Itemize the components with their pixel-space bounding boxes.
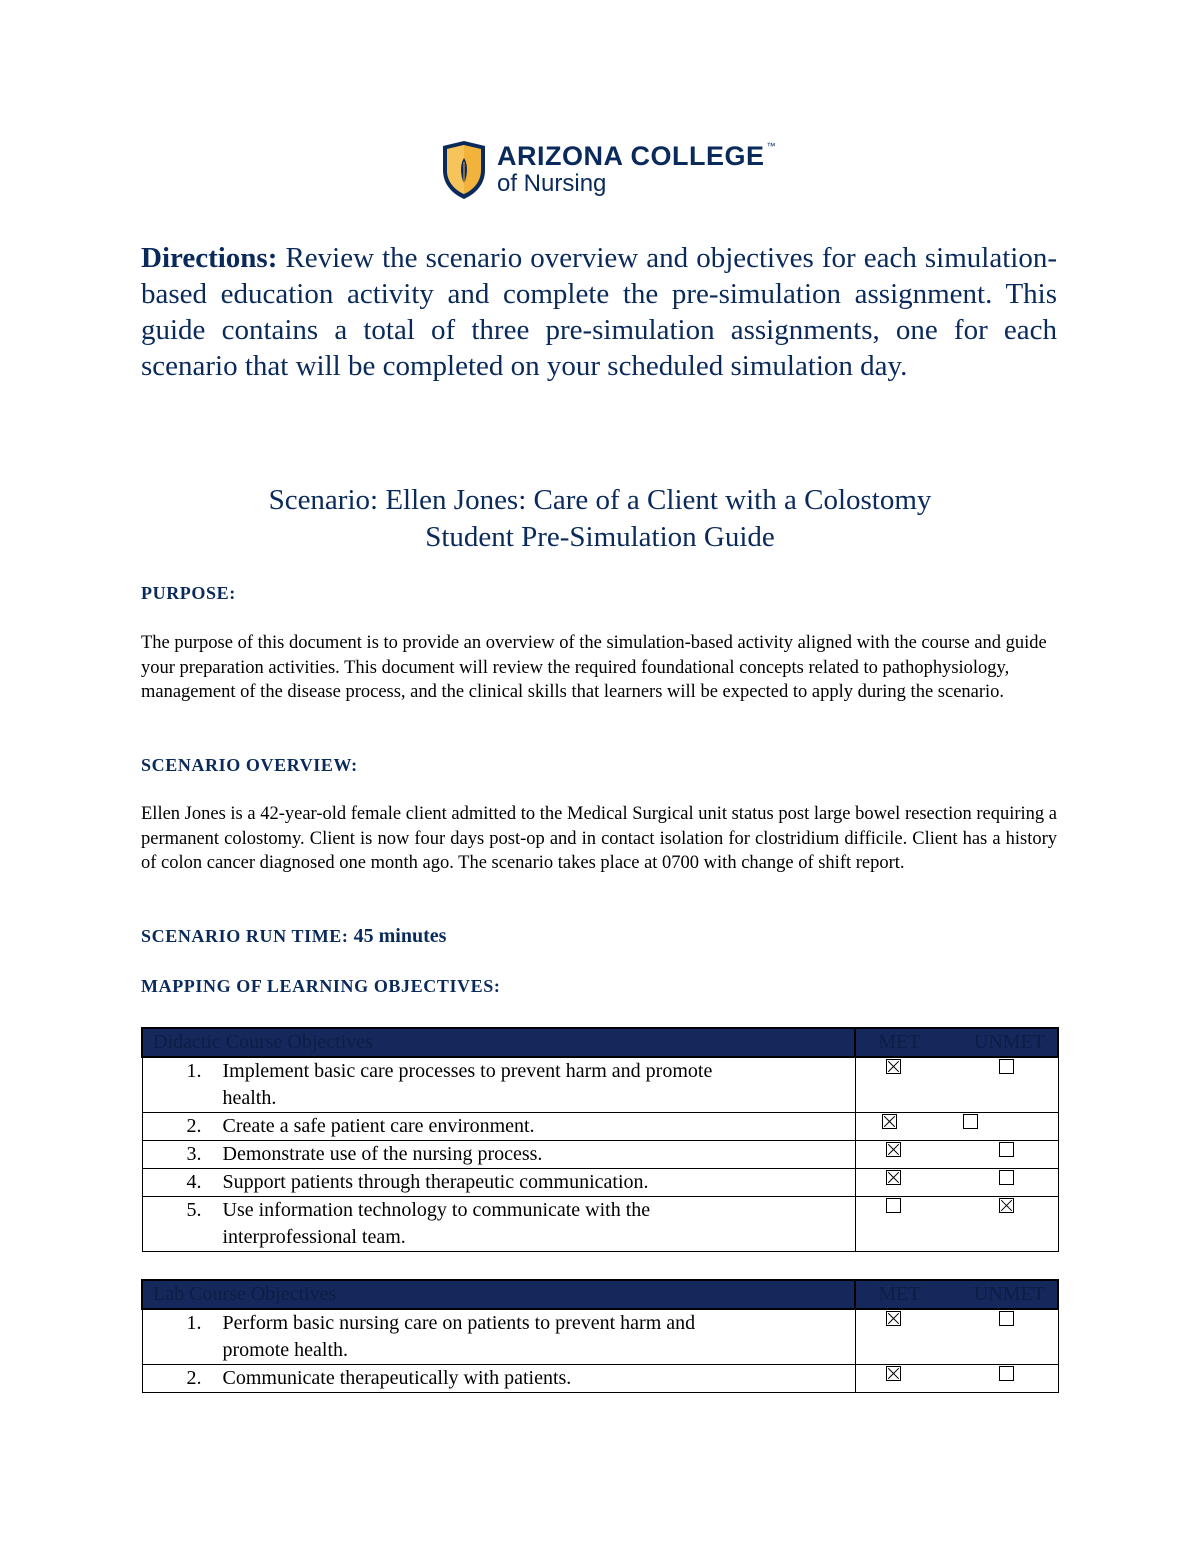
unmet-checkbox[interactable]	[999, 1059, 1014, 1074]
shield-icon	[441, 140, 487, 200]
objective-text: Support patients through therapeutic communication.	[222, 1171, 649, 1193]
objective-text-cont: interprofessional team.	[222, 1226, 406, 1248]
didactic-objectives-table	[141, 1027, 1059, 1252]
unmet-checkbox[interactable]	[999, 1198, 1014, 1213]
objective-text-cont: health.	[222, 1087, 277, 1109]
purpose-heading: PURPOSE:	[141, 583, 236, 603]
runtime-label: SCENARIO RUN TIME:	[141, 926, 349, 946]
table-row	[142, 1169, 1058, 1197]
runtime-value: 45 minutes	[353, 925, 447, 947]
lab-objectives-table	[141, 1279, 1059, 1393]
table-header-row	[142, 1028, 1058, 1057]
row-number: 1.	[186, 1060, 202, 1082]
table-row	[142, 1057, 1058, 1113]
table-row	[142, 1197, 1058, 1252]
directions-paragraph	[141, 240, 1057, 384]
met-checkbox[interactable]	[886, 1142, 901, 1157]
row-number: 2.	[186, 1115, 202, 1137]
met-unmet-header	[855, 1028, 1058, 1057]
directions-label: Directions:	[141, 242, 278, 274]
row-number: 1.	[186, 1312, 202, 1334]
logo-subtitle: of Nursing	[497, 170, 607, 197]
objective-text: Perform basic nursing care on patients to prevent harm and	[222, 1312, 696, 1334]
met-header: MET	[878, 1031, 921, 1053]
overview-text: Ellen Jones is a 42-year-old female client admitted to the Medical Surgical unit status post large bowel resection requiring a permanent colostomy. Client is now four days post-op and in contact isolation for clostridium difficile. Client has a history of colon cancer diagnosed one month ago. The scenario takes place at 0700 with change of shift report.	[141, 804, 1057, 874]
table-row	[142, 1141, 1058, 1169]
didactic-header: Didactic Course Objectives	[142, 1028, 855, 1057]
unmet-checkbox[interactable]	[999, 1311, 1014, 1326]
met-checkbox[interactable]	[886, 1198, 901, 1213]
objective-text-cont: promote health.	[222, 1339, 349, 1361]
met-checkbox[interactable]	[886, 1059, 901, 1074]
purpose-text: The purpose of this document is to provide an overview of the simulation-based activity aligned with the course and guide your preparation activities. This document will review the required foundational concepts related to pathophysiology, management of the disease process, and the clinical skills that learners will be expected to apply during the scenario.	[141, 633, 1047, 703]
unmet-checkbox[interactable]	[963, 1114, 978, 1129]
objective-text: Create a safe patient care environment.	[222, 1115, 535, 1137]
table-header-row	[142, 1280, 1058, 1309]
lab-header: Lab Course Objectives	[142, 1280, 855, 1309]
logo-title: ARIZONA COLLEGE ™	[497, 141, 776, 171]
met-checkbox[interactable]	[886, 1311, 901, 1326]
unmet-checkbox[interactable]	[999, 1170, 1014, 1185]
objective-text: Communicate therapeutically with patients.	[222, 1367, 572, 1389]
directions-text: Review the scenario overview and objectives for each simulation-based education activity and complete the pre-simulation assignment. This guide contains a total of three pre-simulation assignments, one for each scenario that will be completed on your scheduled simulation day.	[141, 242, 1057, 382]
row-number: 2.	[186, 1367, 202, 1389]
row-number: 4.	[186, 1171, 202, 1193]
unmet-checkbox[interactable]	[999, 1366, 1014, 1381]
unmet-checkbox[interactable]	[999, 1142, 1014, 1157]
guide-title: Student Pre-Simulation Guide	[425, 521, 775, 553]
objective-text: Implement basic care processes to prevent harm and promote	[222, 1060, 713, 1082]
row-number: 5.	[186, 1199, 202, 1221]
table-row	[142, 1113, 1058, 1141]
table-row	[142, 1365, 1058, 1393]
unmet-header: UNMET	[973, 1031, 1045, 1053]
college-logo	[441, 140, 776, 202]
met-header: MET	[878, 1283, 921, 1305]
row-number: 3.	[186, 1143, 202, 1165]
objective-text: Demonstrate use of the nursing process.	[222, 1143, 543, 1165]
overview-heading: SCENARIO OVERVIEW:	[141, 755, 358, 775]
met-unmet-header	[855, 1280, 1058, 1309]
scenario-title: Scenario: Ellen Jones: Care of a Client with a Colostomy	[268, 484, 932, 516]
mapping-heading: MAPPING OF LEARNING OBJECTIVES:	[141, 976, 501, 996]
runtime-heading	[141, 925, 446, 948]
met-checkbox[interactable]	[886, 1170, 901, 1185]
objective-text: Use information technology to communicate with the	[222, 1199, 651, 1221]
table-row	[142, 1309, 1058, 1365]
met-checkbox[interactable]	[886, 1366, 901, 1381]
met-checkbox[interactable]	[882, 1114, 897, 1129]
unmet-header: UNMET	[973, 1283, 1045, 1305]
